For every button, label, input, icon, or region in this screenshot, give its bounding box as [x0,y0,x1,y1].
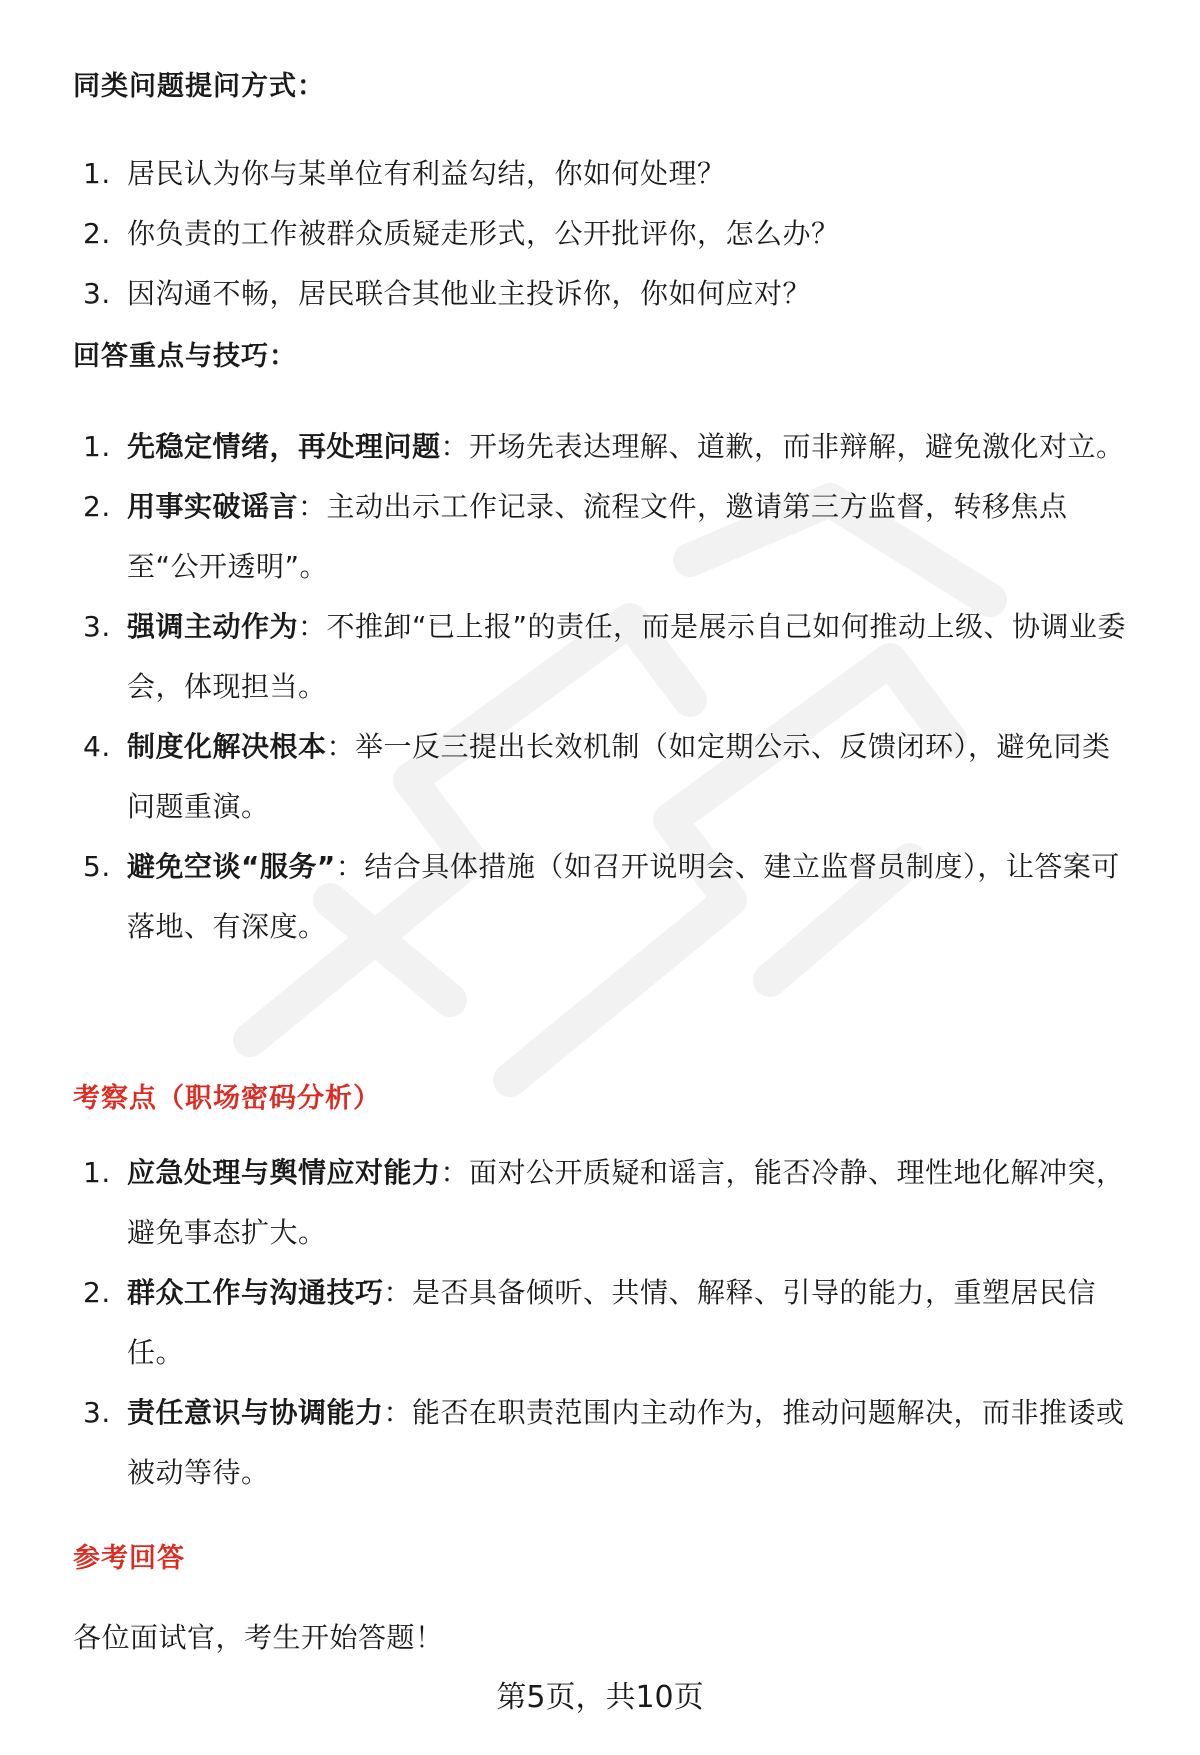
answer-tips-list [0,417,1137,957]
list-text: ：举一反三提出长效机制（如定期公示、反馈闭环），避免同类问题重演。 [127,730,1111,823]
section-heading-assessment-points: 考察点（职场密码分析） [73,1083,381,1114]
list-item [0,477,1137,597]
list-text: ：能否在职责范围内主动作为，推动问题解决，而非推诿或被动等待。 [127,1396,1125,1489]
section-heading-question-styles: 同类问题提问方式： [73,71,325,102]
list-term: 用事实破谣言 [127,490,299,523]
list-term: 先稳定情绪，再处理问题 [127,430,441,463]
list-term: 制度化解决根本 [127,730,327,763]
list-item [0,1143,1137,1263]
list-item [0,597,1137,717]
list-term: 群众工作与沟通技巧 [127,1276,384,1309]
list-text: ：结合具体措施（如召开说明会、建立监督员制度），让答案可落地、有深度。 [127,850,1120,943]
list-number: 1. [83,157,111,190]
list-number: 3. [83,277,111,310]
question-styles-list [0,144,1137,324]
list-text: 你负责的工作被群众质疑走形式，公开批评你，怎么办？ [127,217,840,250]
list-item [0,417,1137,477]
list-text: 因沟通不畅，居民联合其他业主投诉你，你如何应对？ [127,277,812,310]
list-text: ：不推卸“已上报”的责任，而是展示自己如何推动上级、协调业委会，体现担当。 [127,610,1127,703]
list-text: ：主动出示工作记录、流程文件，邀请第三方监督，转移焦点至“公开透明”。 [127,490,1068,583]
list-term: 责任意识与协调能力 [127,1396,384,1429]
list-item [0,1383,1137,1503]
list-item [0,204,1137,264]
list-number: 1. [83,1156,111,1189]
list-item [0,144,1137,204]
section-heading-reference-answer: 参考回答 [73,1543,185,1574]
list-number: 3. [83,610,111,643]
list-number: 2. [83,1276,111,1309]
list-item [0,264,1137,324]
list-number: 1. [83,430,111,463]
assessment-points-list [0,1143,1137,1503]
list-number: 5. [83,850,111,883]
list-text: ：是否具备倾听、共情、解释、引导的能力，重塑居民信任。 [127,1276,1097,1369]
list-item [0,1263,1137,1383]
list-term: 应急处理与舆情应对能力 [127,1156,441,1189]
list-number: 3. [83,1396,111,1429]
list-number: 4. [83,730,111,763]
section-heading-answer-tips: 回答重点与技巧： [73,341,297,372]
answer-opening-text: 各位面试官，考生开始答题！ [73,1621,444,1654]
list-term: 避免空谈“服务” [127,850,336,883]
list-item [0,717,1137,837]
list-text: ：面对公开质疑和谣言，能否冷静、理性地化解冲突，避免事态扩大。 [127,1156,1125,1249]
list-term: 强调主动作为 [127,610,299,643]
list-item [0,837,1137,957]
list-number: 2. [83,490,111,523]
page-number-footer: 第5页，共10页 [496,1680,704,1715]
list-number: 2. [83,217,111,250]
list-text: ：开场先表达理解、道歉，而非辩解，避免激化对立。 [440,430,1125,463]
list-text: 居民认为你与某单位有利益勾结，你如何处理？ [127,157,726,190]
